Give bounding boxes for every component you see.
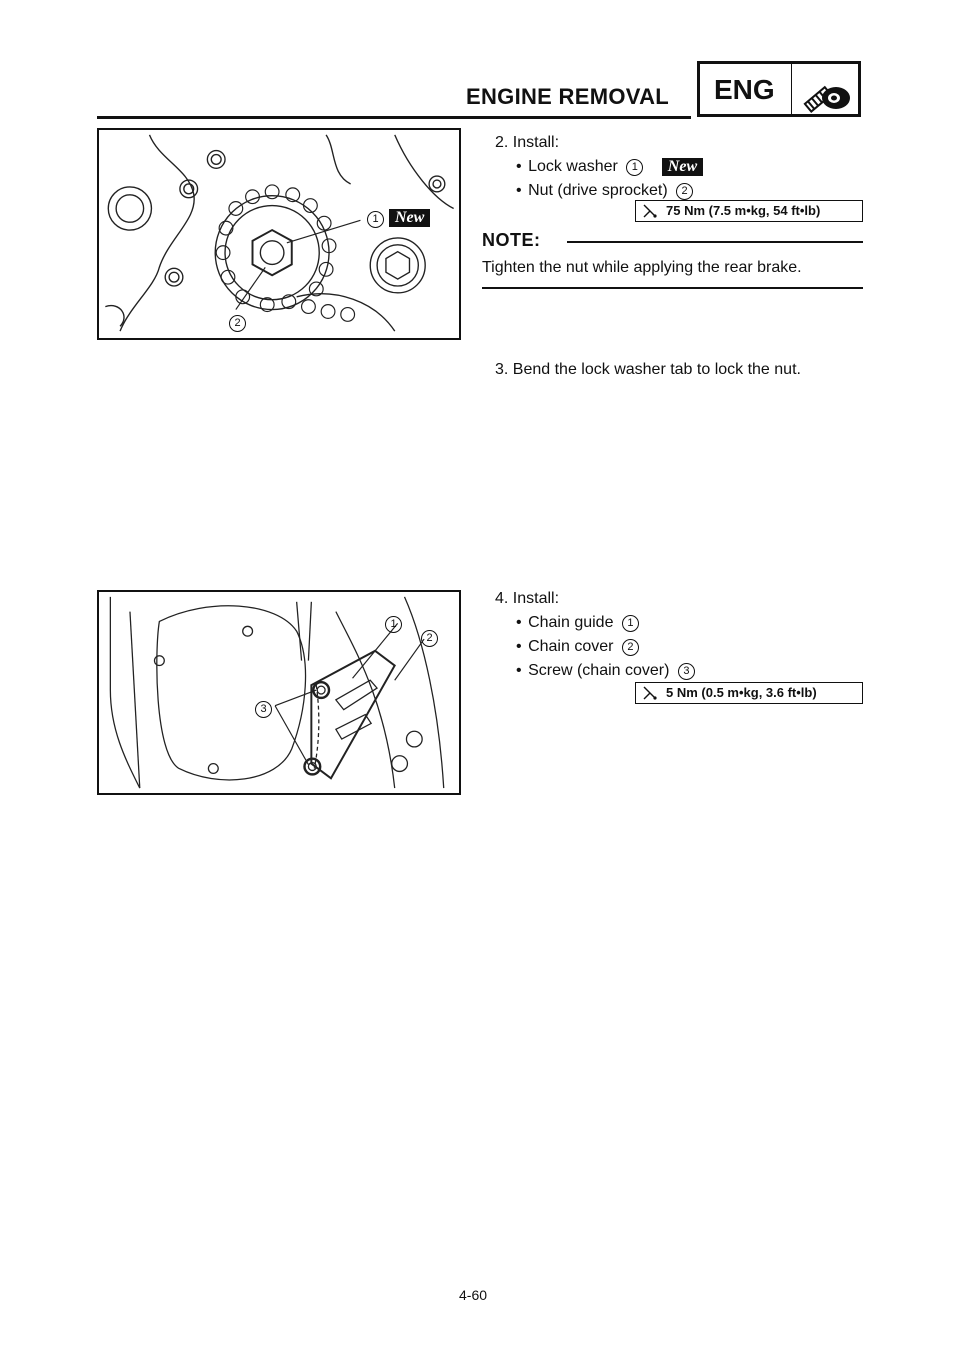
step-4-item-chain-guide (516, 613, 639, 633)
torque-wrench-icon (642, 686, 658, 700)
step-2-title: 2. Install: (495, 134, 560, 151)
step-3-title: 3. Bend the lock washer tab to lock the nut. (495, 361, 801, 378)
note-label: NOTE: (482, 230, 541, 250)
item-text: Nut (drive sprocket) (528, 182, 668, 199)
step-4-item-screw (516, 661, 695, 681)
step-2-item-nut (516, 181, 693, 201)
step-4-item-chain-cover (516, 637, 639, 657)
torque-spec-box (635, 682, 863, 704)
header-rule (97, 116, 691, 119)
callout-2: 2 (229, 314, 246, 332)
section-code: ENG (714, 74, 775, 105)
item-ref: 3 (678, 663, 695, 680)
note-top-rule (567, 241, 863, 243)
chain-cover-figure (97, 590, 461, 795)
callout-1: 1 (385, 615, 402, 633)
step-2-item-lock-washer (516, 157, 703, 177)
torque-value: 75 Nm (7.5 m•kg, 54 ft•lb) (666, 203, 821, 218)
new-part-badge: New (389, 209, 430, 227)
page-title: ENGINE REMOVAL (466, 84, 670, 109)
item-text: Chain cover (528, 638, 614, 655)
torque-value: 5 Nm (0.5 m•kg, 3.6 ft•lb) (666, 685, 817, 700)
drive-sprocket-illustration (99, 130, 459, 338)
item-ref: 1 (622, 615, 639, 632)
chain-cover-illustration (99, 592, 459, 793)
note-text: Tighten the nut while applying the rear brake. (482, 259, 802, 276)
item-ref: 2 (676, 183, 693, 200)
engine-wrench-icon (798, 68, 858, 114)
torque-spec-box (635, 200, 863, 222)
section-tab (697, 61, 861, 117)
drive-sprocket-figure (97, 128, 461, 340)
step-4-title: 4. Install: (495, 590, 560, 607)
item-ref: 2 (622, 639, 639, 656)
item-text: Lock washer (528, 158, 618, 175)
item-text: Screw (chain cover) (528, 662, 670, 679)
callout-1: 1 (367, 210, 384, 228)
section-tab-divider (791, 64, 792, 114)
item-ref: 1 (626, 159, 643, 176)
callout-3: 3 (255, 700, 272, 718)
page-number: 4-60 (459, 1287, 488, 1303)
note-bottom-rule (482, 287, 863, 289)
torque-wrench-icon (642, 204, 658, 218)
callout-2: 2 (421, 629, 438, 647)
item-text: Chain guide (528, 614, 614, 631)
new-part-badge: New (662, 158, 703, 176)
